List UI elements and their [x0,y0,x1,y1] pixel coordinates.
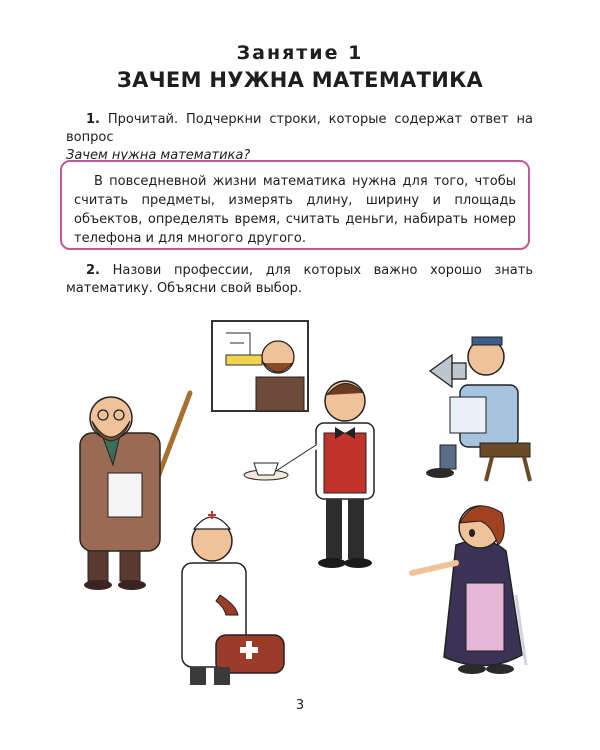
task-2 [66,262,533,298]
singer-figure [412,506,526,674]
doctor-figure [182,511,284,685]
teacher-figure [80,393,190,590]
task-2-number: 2. [86,263,100,278]
professions-illustration [40,315,580,695]
task-1-text: Прочитай. Подчеркни строки, которые содержат ответ на вопрос [66,112,533,145]
reading-passage-box [60,160,530,250]
task-1 [66,111,533,165]
page-number: 3 [295,698,305,713]
reading-passage-text: В повседневной жизни математика нужна для того, чтобы считать предметы, измерять длину, ширину и площадь объектов, определять время, считать деньги, набирать номер телефона и для многого другого. [74,174,516,246]
page-title: ЗАЧЕМ НУЖНА МАТЕМАТИКА [116,68,484,92]
task-2-text: Назови профессии, для которых важно хорошо знать математику. Объясни свой выбор. [66,263,534,296]
lesson-label: Занятие 1 [236,42,364,64]
task-1-question: Зачем нужна математика? [66,148,251,163]
task-1-number: 1. [86,112,100,127]
engineer-figure [212,321,308,411]
director-figure [426,337,530,481]
